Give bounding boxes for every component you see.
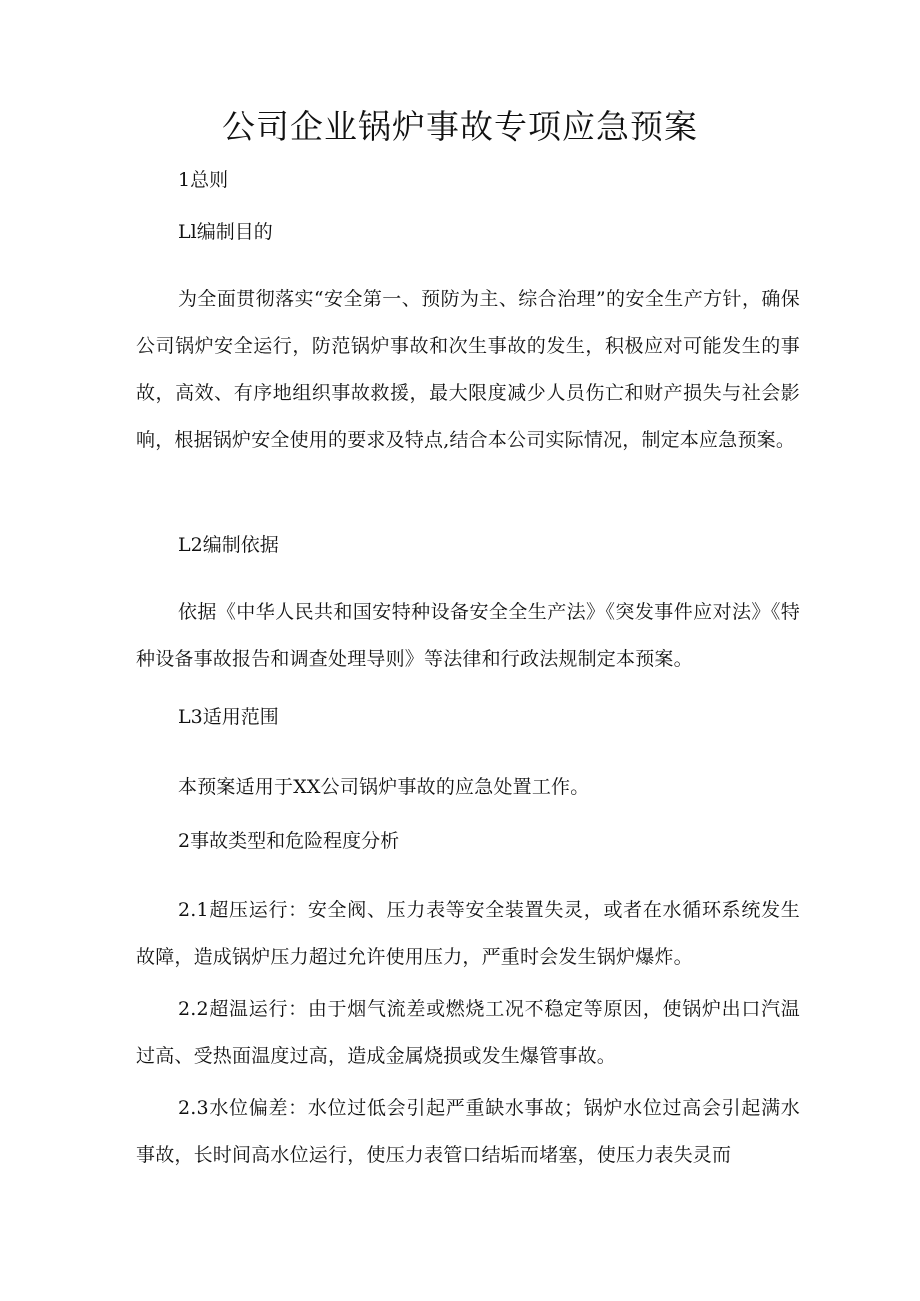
section-heading-scope: L3适用范围 [178,706,279,728]
paragraph-overpressure: 2.1超压运行：安全阀、压力表等安全装置失灵，或者在水循环系统发生故障，造成锅炉压力超过允许使用压力，严重时会发生锅炉爆炸。 [136,899,800,968]
section-heading-purpose: Ll编制目的 [178,221,273,243]
section-heading-accident-types: 2事故类型和危险程度分析 [178,830,400,852]
document-title: 公司企业锅炉事故专项应急预案 [222,107,698,146]
section-heading-basis: L2编制依据 [178,534,279,556]
paragraph-scope: 本预案适用于XX公司锅炉事故的应急处置工作。 [178,776,590,798]
paragraph-basis: 依据《中华人民共和国安特种设备安全全生产法》《突发事件应对法》《特种设备事故报告和调查处理导则》等法律和行政法规制定本预案。 [136,601,800,670]
section-heading-general: 1总则 [178,169,229,191]
paragraph-water-level: 2.3水位偏差：水位过低会引起严重缺水事故；锅炉水位过高会引起满水事故，长时间高水位运行，使压力表管口结垢而堵塞，使压力表失灵而 [136,1097,800,1166]
paragraph-overtemperature: 2.2超温运行：由于烟气流差或燃烧工况不稳定等原因，使锅炉出口汽温过高、受热面温度过高，造成金属烧损或发生爆管事故。 [136,998,800,1067]
paragraph-purpose: 为全面贯彻落实“安全第一、预防为主、综合治理”的安全生产方针，确保公司锅炉安全运行，防范锅炉事故和次生事故的发生，积极应对可能发生的事故，高效、有序地组织事故救援，最大限度减少人员伤亡和财产损失与社会影响，根据锅炉安全使用的要求及特点,结合本公司实际情况，制定本应急预案。 [136,288,800,451]
